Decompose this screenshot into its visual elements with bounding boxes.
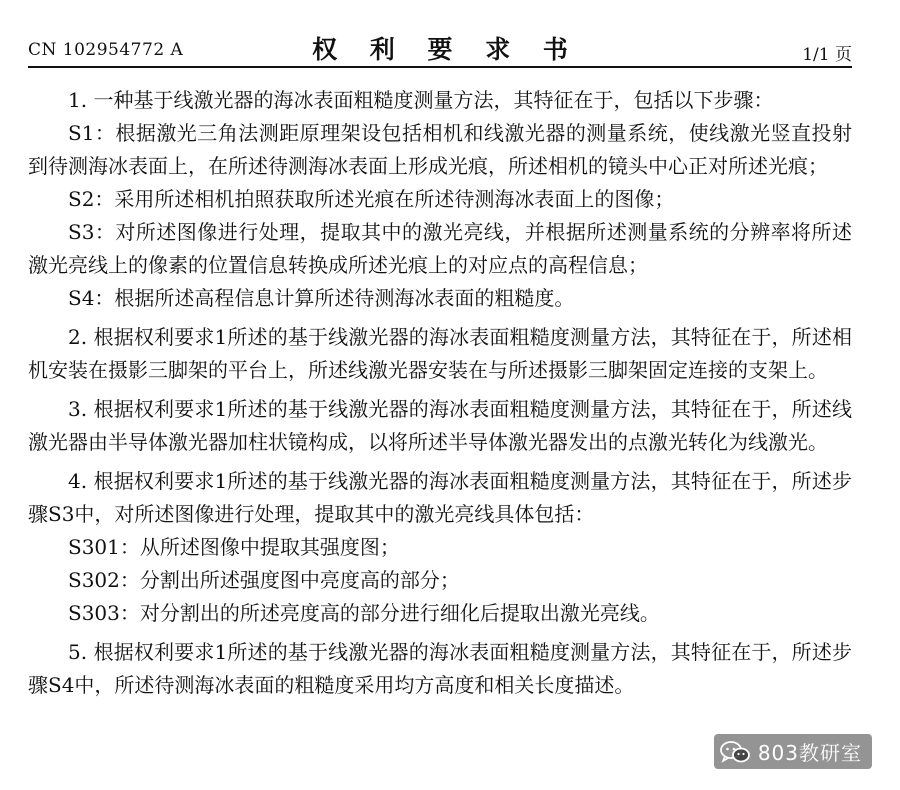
wechat-icon: [720, 740, 750, 764]
claim-3: 3. 根据权利要求1所述的基于线激光器的海冰表面粗糙度测量方法，其特征在于，所述线激光器由半导体激光器加柱状镜构成，以将所述半导体激光器发出的点激光转化为线激光。: [28, 397, 852, 454]
publication-number: CN 102954772 A: [28, 40, 184, 60]
claim-1-step-s2: S2：采用所述相机拍照获取所述光痕在所述待测海冰表面上的图像；: [68, 187, 675, 211]
claim-4-step-s303: S303：对分割出的所述亮度高的部分进行细化后提取出激光亮线。: [68, 601, 660, 625]
document-title: 权 利 要 求 书: [312, 35, 580, 64]
claim-5: 5. 根据权利要求1所述的基于线激光器的海冰表面粗糙度测量方法，其特征在于，所述步骤S4中，所述待测海冰表面的粗糙度采用均方高度和相关长度描述。: [28, 640, 852, 697]
claim-1-step-s4: S4：根据所述高程信息计算所述待测海冰表面的粗糙度。: [68, 286, 575, 310]
claim-4-step-s302: S302：分割出所述强度图中亮度高的部分；: [68, 568, 460, 592]
document-header: [28, 30, 852, 66]
page-number: 1/1 页: [802, 45, 852, 65]
claim-1-step-s3: S3：对所述图像进行处理，提取其中的激光亮线，并根据所述测量系统的分辨率将所述激光亮线上的像素的位置信息转换成所述光痕上的对应点的高程信息；: [28, 220, 852, 277]
watermark: [714, 734, 872, 769]
claim-1-preamble: 1. 一种基于线激光器的海冰表面粗糙度测量方法，其特征在于，包括以下步骤：: [68, 88, 774, 112]
header-rule: [28, 66, 852, 68]
claims-body: [28, 84, 852, 702]
claim-2: 2. 根据权利要求1所述的基于线激光器的海冰表面粗糙度测量方法，其特征在于，所述相机安装在摄影三脚架的平台上，所述线激光器安装在与所述摄影三脚架固定连接的支架上。: [28, 325, 852, 382]
claim-1-step-s1: S1：根据激光三角法测距原理架设包括相机和线激光器的测量系统，使线激光竖直投射到待测海冰表面上，在所述待测海冰表面上形成光痕，所述相机的镜头中心正对所述光痕；: [28, 121, 852, 178]
claim-4-step-s301: S301：从所述图像中提取其强度图；: [68, 535, 400, 559]
watermark-text: 803教研室: [757, 741, 862, 765]
claim-4-preamble: 4. 根据权利要求1所述的基于线激光器的海冰表面粗糙度测量方法，其特征在于，所述步骤S3中，对所述图像进行处理，提取其中的激光亮线具体包括：: [28, 469, 852, 526]
